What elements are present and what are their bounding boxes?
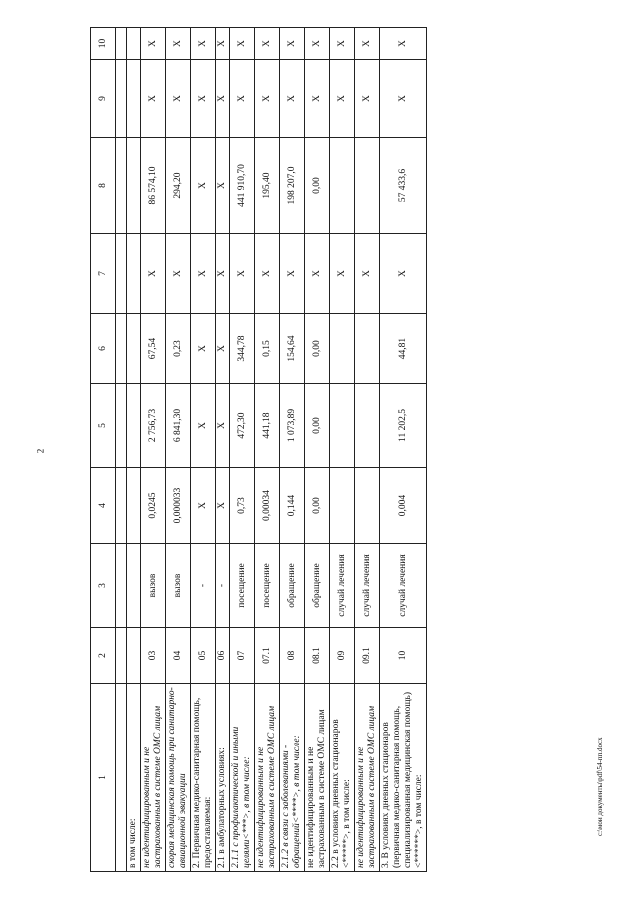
column-header-3: 3 [91,544,116,628]
column-header-7: 7 [91,234,116,314]
row-name-cell: в том числе: [127,684,141,872]
table-row [355,28,380,872]
cell-col-2 [127,628,141,684]
table-stage [90,28,620,872]
cell-col-6: 0,23 [166,314,191,384]
page-number: 2 [35,448,46,454]
cell-col-10: X [230,28,255,60]
spacer-cell [116,60,127,138]
spacer-cell [116,138,127,234]
column-header-4: 4 [91,468,116,544]
cell-col-10: X [380,28,427,60]
cell-col-4 [127,468,141,544]
row-name-cell: не идентифицированным и не застрахованным в системе ОМС лицам [305,684,330,872]
table-row [305,28,330,872]
spacer-cell [116,684,127,872]
table-row [230,28,255,872]
cell-col-7: X [141,234,166,314]
cell-col-6: 0,15 [255,314,280,384]
cell-col-3: посещение [255,544,280,628]
cell-col-2: 04 [166,628,191,684]
table-row [166,28,191,872]
spacer-cell [116,468,127,544]
cell-col-8: 86 574,10 [141,138,166,234]
cell-col-9: X [280,60,305,138]
cell-col-10: X [166,28,191,60]
cell-col-2: 07.1 [255,628,280,684]
cell-col-7: X [380,234,427,314]
cell-col-9: X [191,60,216,138]
cell-col-6: 44,81 [380,314,427,384]
cell-col-5: 441,18 [255,384,280,468]
cell-col-3: вызов [141,544,166,628]
cell-col-8: 195,40 [255,138,280,234]
spacer-cell [116,28,127,60]
cell-col-5: X [191,384,216,468]
table-row [280,28,305,872]
cell-col-9: X [255,60,280,138]
header-row [91,28,116,872]
cell-col-7: X [166,234,191,314]
cell-col-2: 08 [280,628,305,684]
cell-col-6: 154,64 [280,314,305,384]
cell-col-7: X [230,234,255,314]
cell-col-8: 57 433,6 [380,138,427,234]
cell-col-9: X [305,60,330,138]
cell-col-9: X [330,60,355,138]
cell-col-8: 441 910,70 [230,138,255,234]
cell-col-6: X [191,314,216,384]
cell-col-10: X [255,28,280,60]
cell-col-9: X [380,60,427,138]
cell-col-6: 67,54 [141,314,166,384]
cell-col-7: X [280,234,305,314]
cell-col-4: 0,004 [380,468,427,544]
cell-col-7: X [355,234,380,314]
cell-col-8: 294,20 [166,138,191,234]
cell-col-3: обращение [280,544,305,628]
table-row [191,28,216,872]
cell-col-5: 0,00 [305,384,330,468]
cell-col-3: случай лечения [330,544,355,628]
cell-col-9: X [216,60,230,138]
cell-col-5: 11 202,5 [380,384,427,468]
cell-col-8: 0,00 [305,138,330,234]
column-header-5: 5 [91,384,116,468]
header-spacer-row [116,28,127,872]
row-name-cell: 3. В условиях дневных стационаров (первичная медико-санитарная помощь, специализированная медицинская помощь)<******>, в том числе: [380,684,427,872]
cell-col-9: X [141,60,166,138]
cell-col-3: обращение [305,544,330,628]
cell-col-10: X [305,28,330,60]
cell-col-8: X [191,138,216,234]
cell-col-7: X [191,234,216,314]
cell-col-3: - [191,544,216,628]
spacer-cell [116,384,127,468]
footer-file-path: c:\мои документы\pdf\54-пп.docx [596,737,604,836]
cell-col-7: X [216,234,230,314]
spacer-cell [116,628,127,684]
cell-col-8 [355,138,380,234]
cell-col-5 [330,384,355,468]
column-header-6: 6 [91,314,116,384]
spacer-cell [116,544,127,628]
cell-col-3: - [216,544,230,628]
cell-col-4 [355,468,380,544]
cell-col-2: 03 [141,628,166,684]
cell-col-3: посещение [230,544,255,628]
cell-col-4: 0,0245 [141,468,166,544]
cell-col-4: X [216,468,230,544]
cell-col-3: случай лечения [355,544,380,628]
row-name-cell: скорая медицинская помощь при санитарно-авиационной эвакуации [166,684,191,872]
table-row [216,28,230,872]
row-name-cell: 2.1.2 в связи с заболеваниями - обращений<****>, в том числе: [280,684,305,872]
cell-col-9: X [166,60,191,138]
cell-col-2: 09 [330,628,355,684]
cell-col-10: X [191,28,216,60]
cell-col-10: X [280,28,305,60]
column-header-1: 1 [91,684,116,872]
row-name-cell: не идентифицированным и не застрахованным в системе ОМС лицам [355,684,380,872]
cell-col-6: 344,78 [230,314,255,384]
cell-col-3: вызов [166,544,191,628]
cell-col-6 [330,314,355,384]
table-body [127,28,427,872]
cell-col-2: 07 [230,628,255,684]
data-table [90,27,427,872]
cell-col-5 [355,384,380,468]
row-name-cell: 2.1 в амбулаторных условиях: [216,684,230,872]
cell-col-2: 09.1 [355,628,380,684]
spacer-cell [116,314,127,384]
cell-col-4 [330,468,355,544]
cell-col-3: случай лечения [380,544,427,628]
cell-col-4: X [191,468,216,544]
cell-col-9: X [230,60,255,138]
row-name-cell: 2.1.1 с профилактической и иными целями<***>, в том числе: [230,684,255,872]
cell-col-5 [127,384,141,468]
column-header-9: 9 [91,60,116,138]
cell-col-8 [330,138,355,234]
rotated-table-wrapper [90,28,620,872]
cell-col-8: X [216,138,230,234]
cell-col-3 [127,544,141,628]
cell-col-7: X [305,234,330,314]
cell-col-2: 10 [380,628,427,684]
column-header-2: 2 [91,628,116,684]
table-row [330,28,355,872]
cell-col-7: X [255,234,280,314]
cell-col-7: X [330,234,355,314]
cell-col-10: X [355,28,380,60]
table-row [255,28,280,872]
cell-col-10: X [141,28,166,60]
cell-col-9 [127,60,141,138]
table-header [91,28,127,872]
cell-col-8: 198 207,0 [280,138,305,234]
table-row [380,28,427,872]
row-name-cell: 2.2 в условиях дневных стационаров <*****>, в том числе: [330,684,355,872]
cell-col-4: 0,000033 [166,468,191,544]
cell-col-4: 0,144 [280,468,305,544]
cell-col-7 [127,234,141,314]
cell-col-6: X [216,314,230,384]
cell-col-10: X [330,28,355,60]
table-row [141,28,166,872]
cell-col-10 [127,28,141,60]
cell-col-5: 6 841,30 [166,384,191,468]
cell-col-6 [355,314,380,384]
cell-col-4: 0,00034 [255,468,280,544]
row-name-cell: не идентифицированным и не застрахованным в системе ОМС лицам [141,684,166,872]
cell-col-4: 0,00 [305,468,330,544]
table-row [127,28,141,872]
cell-col-8 [127,138,141,234]
cell-col-6: 0,00 [305,314,330,384]
cell-col-10: X [216,28,230,60]
cell-col-5: 2 756,73 [141,384,166,468]
row-name-cell: не идентифицированным и не застрахованным в системе ОМС лицам [255,684,280,872]
column-header-8: 8 [91,138,116,234]
row-name-cell: 2. Первичная медико-санитарная помощь, предоставляемая: [191,684,216,872]
cell-col-2: 06 [216,628,230,684]
cell-col-9: X [355,60,380,138]
cell-col-5: 1 073,89 [280,384,305,468]
column-header-10: 10 [91,28,116,60]
cell-col-5: X [216,384,230,468]
cell-col-4: 0,73 [230,468,255,544]
spacer-cell [116,234,127,314]
cell-col-2: 05 [191,628,216,684]
cell-col-5: 472,30 [230,384,255,468]
cell-col-2: 08.1 [305,628,330,684]
cell-col-6 [127,314,141,384]
